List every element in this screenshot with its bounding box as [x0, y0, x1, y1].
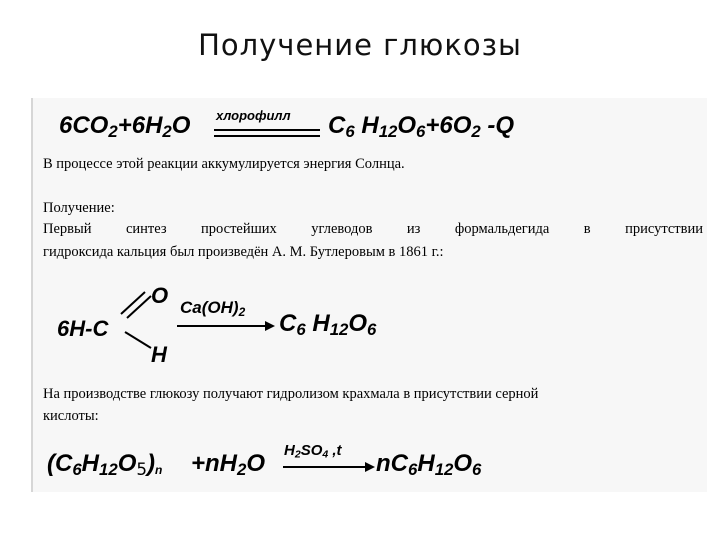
paragraph-butlerov-line2: гидроксида кальция был произведён А. М. Бутлеровым в 1861 г.:	[43, 244, 444, 260]
eq2-product: $C_6$ $H_{12}O_6$	[279, 310, 377, 340]
eq3-product: $nC_6H_{12}O_6$	[376, 450, 482, 480]
double-bond-line-1	[121, 292, 145, 314]
eq3-water: $+nH_2O$	[191, 450, 266, 480]
content-panel	[31, 98, 707, 492]
eq3-condition: $H_2SO_4$ ,t	[284, 442, 342, 461]
eq3-starch: $(C_6H_{12}O_5)_n$	[47, 450, 163, 480]
eq2-oxygen: O	[151, 283, 169, 308]
eq3-arrow-head	[365, 462, 375, 472]
eq3-arrow-line	[283, 466, 367, 468]
eq2-condition: $Ca(OH)_2$	[180, 298, 246, 319]
paragraph-energy: В процессе этой реакции аккумулируется энергия Солнца.	[43, 156, 405, 172]
double-bond-line-2	[127, 296, 151, 318]
eq1-reactants: $6CO_2+6H_2O$	[59, 112, 191, 142]
eq2-hydrogen: H	[151, 342, 167, 367]
eq2-lhs: 6H-C	[57, 316, 109, 341]
eq1-products: $C_6$ $H_{12}O_6+6O_2$ -Q	[328, 112, 515, 142]
single-bond-line	[125, 332, 151, 348]
heading-get: Получение:	[43, 200, 115, 216]
paragraph-hydrolysis-line2: кислоты:	[43, 408, 99, 424]
eq1-equals-top	[214, 129, 320, 131]
eq2-arrow-head	[265, 321, 275, 331]
paragraph-butlerov-line1: Первый синтез простейших углеводов из формальдегида в присутствии	[43, 221, 703, 237]
page-title: Получение глюкозы	[198, 28, 522, 62]
paragraph-hydrolysis-line1: На производстве глюкозу получают гидролизом крахмала в присутствии серной	[43, 386, 539, 402]
eq2-arrow-line	[177, 325, 267, 327]
eq1-condition: хлорофилл	[216, 108, 291, 123]
eq1-equals-bottom	[214, 135, 320, 137]
